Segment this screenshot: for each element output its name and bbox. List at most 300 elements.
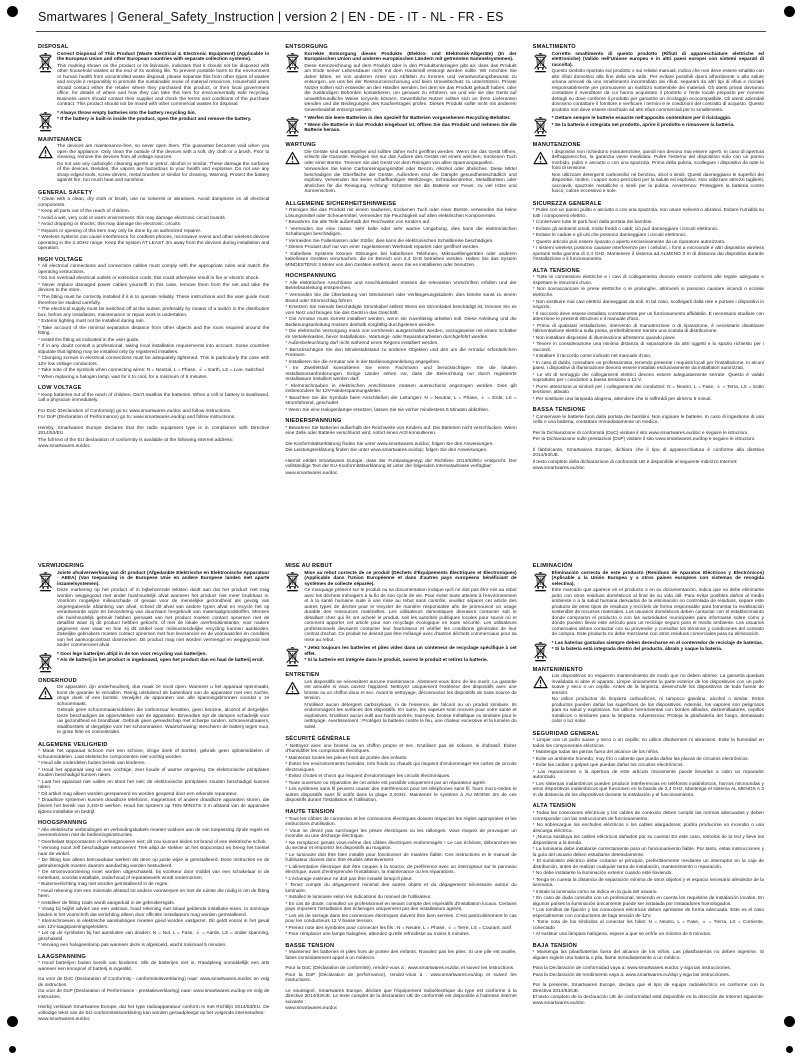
text-group <box>533 738 764 798</box>
text-group <box>38 426 269 450</box>
paragraph: Ga voor de DoP (Declaration of Performance - prestatieverklaring) naar: www.smartwares.eu/dop en volg de instructies. <box>38 989 270 1000</box>
warning-icon <box>533 674 548 689</box>
group-text <box>533 950 764 961</box>
section-heading: HAUTE TENSION <box>285 809 335 815</box>
group-text <box>533 448 764 472</box>
section-heading: BAJA TENSIÓN <box>532 942 578 949</box>
text-group <box>285 281 516 413</box>
section-doc-dop <box>285 966 516 984</box>
paragraph: The full text of the EU declaration of conformity is available at the following internet address: <box>38 437 234 443</box>
paragraph: * Take account of the minimal separation distance from other objects and the room required around the fitting. <box>38 325 270 337</box>
paragraph: * Wenn die Batterie in das Produkt eingebaut ist, öffnen Sie das Produkt und nehmen Sie die Batterie heraus. <box>304 122 517 134</box>
paragraph: Per la Dichiarazione sulle prestazioni (DoP) visitare il sito www.smartwares.eu/dop e seguire le istruzioni. <box>532 437 756 443</box>
paragraph: For DoC (Declaration of Conformity) go to: www.smartwares.eu/doc and follow instructions. <box>38 408 232 414</box>
group-text <box>304 150 516 196</box>
paragraph: * Vraag bij twijfel advies van een vakman, houd rekening met lokaal geldende installatie-eisen. In sommige landen is het voorschrift dat verlichting alleen door officiële installateurs mag worden geïnstalleerd. <box>38 907 270 918</box>
paragraph: * Im Zweifelsfall konsultieren Sie einen Fachmann und berücksichtigen Sie die lokalen Installationsanforderungen. Einige Länder sehen vor, dass die Beleuchtung nur durch registrierte Installateure installiert werden darf. <box>285 366 517 383</box>
warning-icon <box>285 680 300 695</box>
group-text <box>38 977 269 1000</box>
weee-icon <box>285 52 300 73</box>
language-block-nl <box>38 560 269 1028</box>
document-title: Smartwares | General_Safety_Instruction | version 2 | EN - DE - IT - NL - FR - ES <box>38 10 504 24</box>
paragraph: * Installieren Sie die Armatur wie in der Bedienungsanleitung angegeben. <box>285 359 441 365</box>
paragraph: * Houd alle onderdelen buiten bereik van kinderen. <box>38 761 146 767</box>
paragraph: Non utilizzare detergenti carbossilici né benzina, alcol o simili. Questi danneggiano le superfici dei dispositivi. Inoltre, i vapori sono pericolosi per la salute ed esplosivi. Non utilizzare attrezzi taglienti, cacciaviti, spazzole metalliche o simili per la pulizia. Avvertenza: Proteggere la batteria contro fuoco, calore eccessivo e sole. <box>551 172 764 195</box>
section-maintenance <box>285 142 516 196</box>
paragraph: * Los sistemas inalámbricos pueden producir interferencias en teléfonos inalámbricos, hornos microondas y otros dispositivos inalámbricos que funcionen en la banda de 2,4 GHz. Mantenga el sistema AL MENOS A 3 m de distancia de los dispositivos durante la instalación y el funcionamiento. <box>532 781 764 798</box>
paragraph: Por la presente, Smartwares Europe, declara que el tipo de equipo radioeléctrico es conforme con la Directiva 2014/53/UE. <box>532 983 764 994</box>
section-general-safety <box>285 736 516 804</box>
section-heading: NIEDERSPANNUNG <box>285 418 342 425</box>
weee-icon <box>533 116 548 137</box>
text-group <box>533 641 764 662</box>
weee-icon <box>38 52 53 73</box>
weee-icon <box>533 641 548 662</box>
paragraph: * Mantenga todas las piezas fuera del alcance de los niños. <box>532 750 660 756</box>
paragraph: * Maintenez toutes les pièces hors de portée des enfants. <box>285 755 408 761</box>
section-heading: SÉCURITÉ GÉNÉRALE <box>285 736 351 743</box>
text-group <box>533 950 764 961</box>
language-block-es <box>533 560 764 1028</box>
weee-icon <box>38 111 53 132</box>
text-group <box>38 393 269 404</box>
paragraph: * Let op de symbolen bij het aansluiten van draden: N = Nul, L = Fase, ⏚ = Aarde, LS = onder spanning, geschakeld <box>38 931 270 942</box>
text-group <box>533 275 764 402</box>
group-text <box>552 52 764 115</box>
text-group <box>533 571 764 639</box>
paragraph: * L'alimentation électrique doit être coupée à la source, de préférence avec un interrupteur sur le panneau électrique, avant d'entreprendre l'installation, la maintenance ou les réparations. <box>285 864 517 876</box>
paragraph: * Maak het apparaat schoon met een schone, droge doek of borstel, gebruik geen oplosmiddelen of schuurmiddelen. Laat elektrische componenten niet vochtig worden. <box>38 749 270 760</box>
section-heading: ELIMINACIÓN <box>532 563 573 569</box>
group-text <box>38 409 269 421</box>
paragraph: * Las baterías gastadas siempre deben desecharse en el contenedor de reciclaje de baterías. <box>551 640 764 646</box>
paragraph: Do not use any carboxylic cleaning agents or petrol, alcohol or similar. These damage the surfaces of the devices. Besides, the vapors are hazardous to your health and explosive. Do not use any sharp edged tools, screw drivers, metal brushes or similar for cleaning. Warning: Protect the battery against fire, too much heat and sunshine. <box>57 161 270 184</box>
section-heading: ENTSORGUNG <box>285 44 328 50</box>
paragraph: Los dispositivos no requieren mantenimiento de modo que no deben abrirse. La garantía quedará invalidada si abre el aparato. Limpie únicamente la parte exterior de los dispositivos con un paño suave y seco o un cepillo. Antes de la limpieza, desenchufe los dispositivos de toda fuente de tensión. <box>551 674 764 696</box>
group-text <box>38 197 269 252</box>
paragraph: * Tous les câbles de connexion et les connexions électriques doivent respecter les règles appropriées et les instructions d'utilisation. <box>285 816 517 828</box>
section-low-voltage <box>285 943 516 962</box>
section-high-voltage <box>38 820 269 949</box>
section-high-voltage <box>285 809 516 938</box>
text-group <box>285 680 516 732</box>
paragraph: * Die Armatur muss korrekt installiert werden, wenn sie zuverlässig arbeiten soll. Diese Anleitung und die Bedienungsanleitung müssen deshalb sorgfältig durchgelesen werden. <box>285 317 517 328</box>
language-block-fr <box>285 560 516 1028</box>
paragraph: * Si la batería está integrada dentro del producto, ábralo y saque la batería. <box>551 647 723 653</box>
paragraph: * Kabellose Systeme können Störungen bei kabellosen Telefonen, Mikrowellengeräten oder anderen kabellosen Geräten verursachen, die im Bereich von 2,4 GHz betrieben werden. Halten Sie das System MINDESTENS 3 Meter von den Geräten entfernt, wenn Sie es installieren oder benutzen. <box>285 251 517 268</box>
group-text <box>38 1005 269 1023</box>
section-heading: LAAGSPANNING <box>38 953 86 960</box>
section-high-voltage <box>533 268 764 402</box>
paragraph: * Install the fitting as indicated in the user guide. <box>38 337 140 343</box>
registration-mark <box>9 1046 16 1053</box>
paragraph: * Avoid a wet, very cold or warm environment; this may damage electronic circuit boards. <box>38 215 227 221</box>
section-general-safety <box>38 742 269 815</box>
text-group <box>38 828 269 949</box>
group-text <box>552 150 764 196</box>
text-group <box>38 264 269 380</box>
section-declaration <box>533 983 764 1006</box>
paragraph: Eliminación correcta de este producto (Residuos de Aparatos Eléctricos y Electrónicos) (Aplicable a la Unión Europea y a otros países europeos con sistemas de recogida selectiva). <box>551 570 764 587</box>
text-group <box>533 674 764 726</box>
group-text <box>285 459 516 477</box>
section-heading: MANTENIMIENTO <box>532 666 584 673</box>
paragraph: * Clean with a clean, dry cloth or brush, use no solvents or abrasives. Avoid dampness on all electrical components. <box>38 197 270 208</box>
group-text <box>285 281 516 413</box>
paragraph: Questo simbolo riportato sul prodotto o sui relativi manuali, indica che non deve essere smaltito con altri rifiuti domestici alla fine della vita utile. Per evitare possibili danni all'ambiente o alla salute umana arrecati da uno smaltimento incontrollato dei rifiuti, separarli da altri tipi di rifiuti e riciclarli responsabilmente per promuovere un riutilizzo sostenibile dei materiali. Gli utenti privati dovranno contattare il rivenditore da cui hanno acquistato il prodotto o l'ente locale preposto per ricevere dettagli su dove conferire il prodotto per garantire un riciclaggio ecocompatibile. Gli utenti aziendali dovranno contattare il fornitore e verificare i termini e le condizioni del contratto di acquisto. Questo prodotto non deve essere mischiato ad altri rifiuti commerciali per lo smaltimento. <box>551 69 764 113</box>
paragraph: * Installeer de fitting zoals wordt aangeduid in de gebruikersgids. <box>38 900 176 906</box>
language-block-it <box>533 41 764 538</box>
text-group <box>285 442 516 454</box>
paragraph: * Tenere in considerazione una minima distanza di separazione da altri oggetti e lo spazio richiesto per i raccordi. <box>532 342 764 353</box>
paragraph: * Non sovraccaricare le prese elettriche o le prolunghe, altrimenti si possono causare incendi o scosse elettriche. <box>532 287 764 298</box>
paragraph: * Le viti di serraggio dei collegamenti elettrici devono essere adeguatamente serrate. Questo è valido soprattutto per i conduttori a bassa tensione a 12 V. <box>532 372 764 384</box>
paragraph: * ¡Nunca sustituya los cables eléctricos dañados por su cuenta! En este caso, retírelos de la red y lleve los dispositivos a la tienda. <box>532 835 764 846</box>
registration-mark <box>784 1016 795 1027</box>
paragraph: * Instale la luminaria como se indica en la guía del usuario. <box>532 889 658 895</box>
paragraph: * Ne remplacez jamais vous-même des câbles électriques endommagés ! Le cas échéant, débranchez-les du secteur et emportez les dispositifs au magasin. <box>285 840 517 852</box>
paragraph: * Les systèmes sans fil peuvent causer des interférences pour les téléphones sans fil, fours micro-ondes et autres dispositifs sans fil actifs dans la plage 2,4GHz. Maintenez le système à AU MOINS 3m de ces dispositifs durant l'installation et l'utilisation. <box>285 787 517 804</box>
paragraph: * Nettoyez avec une brosse ou un chiffon propre et sec. N'utilisez pas de solvant, ni d'abrasif. Évitez d'humidifier les composants électriques. <box>285 743 517 755</box>
text-group <box>285 116 516 137</box>
section-disposal <box>285 44 516 137</box>
paragraph: * Draadloze systemen kunnen draadloze telefoons, magnetrons of andere draadloze apparaten storen, die binnen het bereik van 2,4GHz werken. Houd het systeem op TEN MINSTE 3 m afstand van de apparaten tijdens installatie en bedrijf. <box>38 798 270 815</box>
paragraph: * Conservare le batterie fuori dalla portata dei bambini. Non ingoiare le batterie. In caso di ingestione di una cella o una batteria, contattare immediatamente un medico. <box>532 414 764 426</box>
paragraph: For DoP (Declaration of Performance) go to: www.smartwares.eu/dop and follow instructions. <box>38 415 236 421</box>
paragraph: Ce marquage présent sur le produit ou sa documentation indique qu'il ne doit pas être mis au rebut avec les déchets ménagers à la fin de son cycle de vie. Pour éviter toute atteinte à l'environnement et à la santé humaine suite à une mise au rebut sans contrôle, veuillez séparer cet article des autres types de déchet pour le recycler de manière responsable afin de promouvoir un usage durable des ressources matérielles. Les utilisateurs domestiques devraient contacter soit le détaillant chez qui ils ont acheté le produit, soit les autorités publiques locales pour savoir où et comment apporter cet article pour son recyclage écologique en toute sécurité. Les utilisateurs professionnels devraient contacter leur fournisseur et vérifier les conditions générales de leur contrat d'achat. Ce produit ne devrait pas être mélangé avec d'autres déchets commerciaux pour sa mise au rebut. <box>304 588 517 643</box>
paragraph: * Wenn Sie eine Halogenlampe ersetzen, lassen Sie sie vorher mindestens 5 Minuten abkühlen. <box>285 407 490 413</box>
text-group <box>533 966 764 978</box>
paragraph: El texto completo de la declaración UE de conformidad está disponible en la dirección de Internet siguiente: www.smartwares.eu/doc <box>532 995 764 1006</box>
paragraph: Deze markering op het product of in bijbehorende teksten duidt aan dat het product niet mag worden weggegooid met ander huishoudelijk afval wanneer het product niet meer bruikbaar is. Voorkom mogelijke milieuschade of gevaar voor de menselijke gezondheid als gevolg van ongereguleerde afdanking van afval, scheid dit afval van andere typen afval en recycle het op verantwoorde wijze ter bevordering van duurzaam hergebruik van materiaalgrondstoffen. Mensen die huishoudelijk gebruik hebben gemaakt van het product moeten contact opnemen met de detaillist waar zij dit product hebben gekocht, of met de lokale overheidsinstantie, voor nadere gegevens over waar en hoe zij dit artikel voor milieuvriendelijke recycling kunnen aanbieden. Zakelijke gebruikers moeten contact opnemen met hun leverancier en de voorwaarden en condities van het aankoopcontract doornemen. Dit product mag niet worden vermengd en weggegooid met ander commercieel afval. <box>57 588 270 649</box>
language-block-en <box>38 41 269 538</box>
paragraph: * Prima di qualsiasi installazione, intervento di manutenzione o di riparazione, è necessario disattivare l'alimentazione elettrica sulla presa, preferibilmente tramite una scatola di distribuzione. <box>532 323 764 335</box>
group-text <box>533 983 764 1006</box>
paragraph: * Never replace damaged power cables yourself! In this case, remove them from the net and take the devices to the store. <box>38 282 270 294</box>
group-text <box>57 652 269 665</box>
registration-mark <box>786 1046 793 1053</box>
paragraph: * Conservare tutte le parti fuori dalla portata dei bambini. <box>532 220 653 226</box>
text-group <box>38 111 269 132</box>
section-declaration <box>533 448 764 472</box>
group-text <box>57 52 269 109</box>
paragraph: Corretto smaltimento di questo prodotto (Rifiuti di apparecchiature elettriche ed elettroniche) (Valido nell'Unione europea e in altri paesi europei con sistemi separati di raccolta). <box>551 51 764 68</box>
paragraph: * Vous ne devez pas surcharger les prises électriques ou les rallonges. Vous risquez de provoquer un incendie ou une décharge électrique. <box>285 828 517 840</box>
paragraph: * Los tornillos de fijación y las conexiones eléctricas deben apretarse de forma adecuada. Este es el caso especialmente con conductores de baja tensión de 12V. <box>532 908 764 919</box>
paragraph: * Klemschroeven in elektrische aansluitingen moeten goed worden vastgezet. Dit geldt vooral in het geval van 12V-laagspanningsgeleiders. <box>38 919 270 930</box>
group-text <box>38 264 269 380</box>
weee-icon <box>285 571 300 592</box>
weee-icon <box>38 571 53 592</box>
group-text <box>533 431 764 443</box>
section-declaration <box>38 1005 269 1023</box>
text-group <box>285 52 516 115</box>
paragraph: * In caso di dubbi, consultare un professionista, tenendo presente i requisiti locali per l'installazione. In alcuni paesi, i dispositivi di illuminazione devono essere installati esclusivamente da installatori autorizzati. <box>532 360 764 372</box>
paragraph: Diese Kennzeichnung auf dem Produkt oder in den Produktunterlagen gibt an, dass das Produkt am Ende seiner Lebensdauer nicht mit dem Hausmüll entsorgt werden sollte. Wir möchten Sie daher bitten, es von anderen Arten von Abfällen zu trennen und verantwortungsbewusst zu entsorgen, um uns bei der Ressourcenschonung und beim Umweltschutz zu unterstützen. Private Nutzer sollten sich entweder an den Händler wenden, bei dem sie das Produkt gekauft haben, oder die zuständigen Behörden kontaktieren, um genauer zu erfahren, wo und wie sie das Gerät auf umweltfreundliche Weise recyceln können. Gewerbliche Nutzer sollten sich an ihren Lieferanten wenden und die Bedingungen des Kaufvertrages prüfen. Dieses Produkt sollte nicht mit anderem Gewerbeabfall entsorgt werden. <box>304 63 517 113</box>
group-text <box>285 817 516 938</box>
registration-mark <box>7 1016 18 1027</box>
paragraph: * Porre attenzione ai simboli per i collegamenti dei conduttori: N = Neutro, L = Fase, ⏚ = Terra, LS = Sotto tensione, attivato <box>532 384 764 396</box>
section-heading: ALLGEMEINE SICHERHEITSHINWEISE <box>285 200 397 207</box>
paragraph: * Installez le luminaire selon les indications du manuel de l'utilisateur. <box>285 895 432 901</box>
text-group <box>533 811 764 938</box>
paragraph: * I sistemi wireless possono causare interferenze per i cellulari, i forni a microonde e altri dispositivi wireless operanti nella gamma di 2,4 GHz. Mantenere il sistema ad ALMENO 3 m di distanza dai dispositivi durante l'installazione e il funzionamento. <box>532 246 764 263</box>
section-maintenance <box>533 667 764 726</box>
text-group <box>285 150 516 196</box>
paragraph: www.smartwares.eu/doc <box>38 444 90 450</box>
group-text <box>304 571 516 645</box>
section-heading: HIGH VOLTAGE <box>38 256 83 263</box>
paragraph: * If in any doubt consult a professional, taking local installation requirements into account. Some countries stipulate that lighting may be installed only by registered installers. <box>38 344 270 355</box>
text-group <box>38 685 269 737</box>
paragraph: Ga voor de DoC (Declaration of Conformity - conformiteitsverklaring) naar: www.smartwares.eu/doc en volg de instructies. <box>38 977 270 988</box>
paragraph: * Bewahren Sie Batterien außerhalb der Reichweite von Kindern auf. Die Batterien nicht verschlucken. Wenn eine Zelle oder Batterie verschluckt wird, sofort einen Arzt konsultieren. <box>285 425 517 437</box>
group-text <box>304 680 516 732</box>
section-low-voltage <box>38 385 269 404</box>
group-text <box>552 674 764 726</box>
section-declaration <box>38 426 269 450</box>
paragraph: * Las reparaciones o la apertura de este artículo únicamente puede llevarlas a cabo un reparador autorizado. <box>532 769 764 781</box>
paragraph: Per la Dichiarazione di conformità (DoC) visitare il sito www.smartwares.eu/doc e seguire le istruzioni. <box>532 430 749 436</box>
section-heading: ALTA TENSIÓN <box>532 803 576 810</box>
paragraph: This marking shown on the product or its literature, indicates that it should not be disposed with other household wastes at the end of its working life. To prevent possible harm to the environment or human health from uncontrolled waste disposal, please separate this from other types of wastes and recycle it responsibly to promote the sustainable reuse of material resources. Household users should contact either the retailer where they purchased this product, or their local government office, for details of where and how they can take this item for environmentally safe recycling. Business users should contact their supplier and check the terms and conditions of the purchase contract. This product should not be mixed with other commercial wastes for disposal. <box>57 63 270 108</box>
text-group <box>38 977 269 1000</box>
paragraph: * Houd rekening met een minimale afstand tot andere voorwerpen en met de ruimte die nodig is om de fitting heen. <box>38 888 270 900</box>
paragraph: Les dispositifs ne nécessitent aucune maintenance. Abstenez-vous donc de les ouvrir. La garantie est annulée si vous ouvrez l'appareil. Nettoyez uniquement l'extérieur des dispositifs avec une brosse ou un chiffon doux et sec. Avant le nettoyage, déconnectez les dispositifs de toute source de tension. <box>304 679 517 702</box>
group-text <box>533 811 764 938</box>
text-group <box>38 961 269 972</box>
text-group <box>285 571 516 645</box>
paragraph: * Gettare sempre le batterie esaurite nell'apposito contenitore per il riciclaggio. <box>551 116 732 122</box>
paragraph: * Tutte le connessioni elettriche e i cavi di collegamento devono essere conformi alle regole adeguate e rispettare le istruzioni d'uso. <box>532 275 764 286</box>
paragraph: * Maintenez les batteries et piles hors de portée des enfants. N'avalez pas les piles. Si une pile est avalée, faites immédiatement appel à un médecin. <box>285 950 517 961</box>
paragraph: * The electrical supply must be switched off at the outset, preferably by means of a switch in the distribution box, before any installation, maintenance or repair work is undertaken. <box>38 307 270 318</box>
section-heading: GENERAL SAFETY <box>38 189 93 196</box>
section-heading: VERWIJDERING <box>38 563 85 569</box>
paragraph: * When replacing a halogen lamp, wait for it to cool, for a minimum of 5 minutes. <box>38 374 208 380</box>
paragraph: * Si la batterie est intégrée dans le produit, ouvrez le produit et retirez la batterie. <box>304 658 488 664</box>
paragraph: * Bewahren Sie alle Teile außerhalb der Reichweite von Kindern auf. <box>285 220 431 226</box>
section-disposal <box>533 563 764 662</box>
paragraph: * Non sostituire mai cavi elettrici danneggiati da soli. In tal caso, scollegarli dalla rete e portare i dispositivi in negozio. <box>532 299 764 311</box>
paragraph: * Laat het apparaat niet vallen en stoot het niet; de elektronische printplaten zouden beschadigd kunnen raken. <box>38 779 270 791</box>
paragraph: * Tenez compte du dégagement minimal des autres objets et du dégagement nécessaire autour du luminaire. <box>285 883 517 894</box>
section-doc-dop <box>533 431 764 443</box>
group-text <box>57 144 269 185</box>
section-maintenance <box>285 672 516 731</box>
section-heading: WARTUNG <box>285 142 316 149</box>
text-group <box>285 646 516 667</box>
paragraph: * Dieses Produkt darf nur von einer zugelassenen Werkstatt repariert oder geöffnet werden. <box>285 245 480 251</box>
paragraph: * Il raccordo deve essere installato correttamente per un funzionamento affidabile. È necessario studiare con attenzione le presenti istruzioni e il manuale d'uso. <box>532 311 764 323</box>
paragraph: www.smartwares.eu/doc <box>532 466 585 472</box>
group-text <box>57 571 269 650</box>
paragraph: * Evite las caídas o golpes que puedan dañar los circuitos electrónicos. <box>532 763 684 769</box>
paragraph: * Houd het apparaat weg uit een vochtige, zeer koude of warme omgeving. De elektronische printplaten zouden beschadigd kunnen raken. <box>38 767 270 779</box>
text-group <box>38 1005 269 1023</box>
paragraph: * Beachten Sie die Symbole beim Anschließen der Leitungen: N = Neutral, L = Phase, ⏚ = Erde, LS = stromführend, geschaltet <box>285 395 517 407</box>
group-text <box>304 52 516 115</box>
group-text <box>552 571 764 639</box>
paragraph: * If the battery is built-in inside the product, open the product and remove the battery. <box>57 117 252 123</box>
weee-icon <box>38 652 53 673</box>
section-heading: ALGEMENE VEILIGHEID <box>38 741 108 748</box>
group-text <box>38 426 269 450</box>
section-high-voltage <box>533 803 764 937</box>
section-heading: ENTRETIEN <box>285 672 320 679</box>
text-group <box>285 744 516 804</box>
paragraph: Hereby, Smartwares Europe declares that the radio equipment type is in compliance with Directive 2014/53/EU. <box>38 425 270 437</box>
registration-mark <box>7 6 18 17</box>
paragraph: * Questo articolo può essere riparato o aperto esclusivamente da un riparatore autorizzato. <box>532 239 726 245</box>
content-grid <box>0 32 802 1028</box>
group-text <box>552 116 764 129</box>
paragraph: Gebruik geen schoonmaakmiddelen die carbonzuur bevatten, geen benzine, alcohol of dergelijke. Deze beschadigen de oppervlakken van de apparaten. Bovendien zijn de dampen schadelijk voor uw gezondheid en brandbaar. Gebruik geen gereedschap met scherpe randen, schroevendraaiers, staalborstels of dergelijke voor het schoonmaken. Waarschuwing: Bescherm de batterij tegen vuur, te grote hitte en zonnestralen. <box>57 708 270 736</box>
group-text <box>285 950 516 961</box>
section-general-safety <box>285 201 516 269</box>
paragraph: * Do not overload electrical outlets or extension cords; this could otherwise result in fire or electric shock. <box>38 276 260 282</box>
section-heading: MISE AU REBUT <box>285 563 333 569</box>
paragraph: * Evitare gli ambienti umidi, molto freddi o caldi; ciò può danneggiare i circuiti elettronici. <box>532 226 719 232</box>
paragraph: Pour la DoC (Déclaration de conformité), rendez-vous à : www.smartwares.eu/doc et suivez les instructions. <box>285 966 515 972</box>
paragraph: * Vervang een halogeenlamp pas wanneer deze is afgekoeld, wacht minimaal 5 minuten. <box>38 943 227 949</box>
paragraph: * Vervang nooit zelf beschadigde netsnoeren! Trek altijd de stekker uit het stopcontact en breng het toestel naar de winkel. <box>38 846 270 857</box>
text-group <box>285 208 516 268</box>
paragraph: Korrekte Entsorgung dieses Produkts (Elektro- und Elektronik-Altgeräte) (In der Europäischen Union und anderen europäischen Ländern mit getrennten Sammelsystemen). <box>304 51 517 63</box>
section-disposal <box>285 563 516 667</box>
paragraph: www.smartwares.eu/doc <box>38 1017 90 1023</box>
section-general-safety <box>533 201 764 263</box>
text-group <box>533 415 764 426</box>
group-text <box>304 116 516 135</box>
section-disposal <box>38 563 269 673</box>
text-group <box>38 749 269 815</box>
section-heading: LOW VOLTAGE <box>38 385 82 392</box>
section-declaration <box>285 989 516 1012</box>
text-group <box>38 409 269 421</box>
paragraph: * Gooi lege batterijen altijd in de ton voor recycling van batterijen. <box>57 651 207 657</box>
text-group <box>533 52 764 115</box>
text-group <box>285 989 516 1012</box>
language-block-de <box>285 41 516 538</box>
paragraph: * Évitez chutes et chocs qui risquent d'endommager les circuits électroniques. <box>285 774 451 780</box>
paragraph: Verwenden Sie keine Carbonreinigungsmittel oder Benzin, Alkohol oder ähnliches. Diese Mittel beschädigen die Oberfläche der Geräte. Außerdem sind die Dämpfe gesundheitsschädlich und explosiv. Verwenden Sie keine scharfkantigen Werkzeuge, Schraubendreher, Metallbürsten oder ähnliches für die Reinigung. Achtung: Schützen Sie die Batterie vor Feuer, zu viel Hitze und Sonnenschein. <box>304 167 517 195</box>
paragraph: * Pour remplacer une lampe halogène, attendez qu'elle refroidisse au moins 5 minutes. <box>285 932 470 938</box>
paragraph: * Avoid dropping or shocks; this may damage the electronic circuits. <box>38 222 182 228</box>
text-group <box>533 431 764 443</box>
paragraph: Die Leistungserklärung finden Sie unter www.smartwares.eu/dop; folgen Sie den Anweisungen. <box>285 448 488 454</box>
paragraph: * Le luminaire doit être bien installé pour fonctionner de manière fiable. Ces instructions et le manuel de l'utilisateur doivent donc être étudiés attentivement. <box>285 852 517 864</box>
group-text <box>285 426 516 437</box>
section-disposal <box>38 44 269 132</box>
paragraph: * Les vis de serrage dans les connexions électriques doivent être bien serrées. C'est particulièrement le cas pour les conducteurs 12 V basse tension. <box>285 913 517 925</box>
section-heading: BASSA TENSIONE <box>532 407 586 414</box>
group-text <box>285 208 516 268</box>
paragraph: * Keep batteries out of the reach of children. Don't swallow the batteries. When a cell or battery is swallowed, call a physician immediately. <box>38 392 270 404</box>
paragraph: * Alle elektrischen Anschlüsse und Anschlusskabel müssen die relevanten Vorschriften erfüllen und der Betriebsanleitung entsprechen. <box>285 280 517 292</box>
text-group <box>533 448 764 472</box>
group-text <box>533 275 764 402</box>
paragraph: * Al sustituir una lámpara halógena, espere a que se enfríe un mínimo de 5 minutos. <box>532 932 712 938</box>
text-group <box>533 116 764 137</box>
warning-icon <box>38 685 53 700</box>
text-group <box>38 652 269 673</box>
weee-icon <box>533 571 548 592</box>
paragraph: Para la Declaración de conformidad vaya a: www.smartwares.eu/doc y siga las instrucciones. <box>532 966 732 972</box>
weee-icon <box>285 116 300 137</box>
section-heading: MAINTENANCE <box>38 136 83 143</box>
text-group <box>533 208 764 263</box>
paragraph: * Keep all parts out of the reach of children. <box>38 209 130 215</box>
text-group <box>285 426 516 437</box>
text-group <box>533 150 764 196</box>
paragraph: * Außenbeleuchtung darf nicht während eines Regens installiert werden. <box>285 341 439 347</box>
paragraph: * L'éclairage extérieur ne doit pas être installé lorsqu'il pleut. <box>285 876 413 882</box>
paragraph: * Evite un ambiente húmedo, muy frío o caliente que pueda dañar las placas de circuitos electrónicos. <box>532 756 749 762</box>
section-high-voltage <box>285 273 516 413</box>
paragraph: * Per sostituire una lampada alogena, attendere che si raffreddi per almeno 5 minuti. <box>532 396 712 402</box>
paragraph: * Overbelast stopcontacten of verlengsnoeren niet; dit zou kunnen leiden tot brand of een elektrische schok. <box>38 839 267 845</box>
section-low-voltage <box>285 418 516 437</box>
section-heading: ONDERHOUD <box>38 677 77 684</box>
section-heading: DISPOSAL <box>38 44 69 50</box>
paragraph: * Vermeiden Sie Fallenlassen oder Stöße; dies kann die elektronischen Schaltkreise beschädigen. <box>285 238 494 244</box>
paragraph: * Houd batterijen buiten bereik van kinderen. Slik de batterijen niet in. Raadpleeg onmiddellijk een arts wanneer een knoopcel of batterij is ingeslikt. <box>38 961 270 972</box>
paragraph: Pour la DoP (Déclaration de performance), rendez-vous à : www.smartwares.eu/dop et suivez les instructions. <box>285 972 517 984</box>
paragraph: Hierbij verklaart Smartwares Europe, dat het type radioapparatuur conform is met Richtlijn 2014/53/EU. De volledige tekst van de EU-conformiteitsverklaring kan worden geraadpleegd op het volgende internetadres: <box>38 1005 270 1016</box>
paragraph: * Pulire con un panno pulito e asciutto o con una spazzola, non usare solventi o abrasivi. Evitare l'umidità su tutti i componenti elettrici. <box>532 208 764 219</box>
text-group <box>38 52 269 109</box>
group-text <box>38 749 269 815</box>
paragraph: * Non installare dispositivi di illuminazione all'esterno quando piove. <box>532 335 676 341</box>
paragraph: * Toute ouverture ou réparation de cet article est possible uniquement par un réparateur agréé. <box>285 780 487 786</box>
text-group <box>38 144 269 185</box>
paragraph: * De fitting kan alleen betrouwbaar werken als deze op juiste wijze is geïnstalleerd. Deze instructies en de gebruikersgids moeten daarom aandachtig worden bestudeerd. <box>38 858 270 869</box>
paragraph: * Wireless systems can cause interference for cordless phones, microwave ovens and other wireless devices operating in the 2.4GHz range. Keep the system AT LEAST 3m away from the devices during installation and operation. <box>38 235 270 252</box>
section-maintenance <box>38 137 269 185</box>
paragraph: Il fabbricante, Smartwares Europe, dichiara che il tipo di apparecchiatura è conforme alla direttiva 2014/53/UE. <box>532 447 764 459</box>
paragraph: * Évitez les environnements humides, très froids ou chauds qui risquent d'endommager les cartes de circuits électroniques. <box>285 762 517 773</box>
section-heading: BASSE TENSION <box>285 942 335 949</box>
paragraph: * De stroomvoorziening moet worden uitgeschakeld, bij voorkeur door middel van een schakelaar in de meterkast, voordat installatie, onderhoud of reparatiewerk wordt ondernomen. <box>38 870 270 881</box>
paragraph: * El suministro eléctrico debe cortarse al principio, preferiblemente mediante un interruptor en la caja de distribución, antes de realizar cualquier tarea de instalación, mantenimiento o reparación. <box>532 859 764 870</box>
section-doc-dop <box>285 442 516 454</box>
group-text <box>533 738 764 798</box>
paragraph: * Reinigen Sie das Produkt mit einem sauberen, trockenen Tuch oder einer Bürste, verwenden Sie keine Lösungsmittel oder Scheuermittel. Vermeiden Sie Feuchtigkeit auf allen elektrischen Komponenten. <box>285 208 517 219</box>
paragraph: N'utilisez aucun détergent carboxylique, ni de l'essence, de l'alcool ou un produit similaire. Ils endommagent les surfaces des dispositifs. En outre, les vapeurs sont nocives pour votre santé et explosives. N'utilisez aucun outil aux bords acérés, tournevis, brosse métallique ou similaire pour le nettoyage. Avertissement : Protégez la batterie contre le feu, une chaleur excessive et la lumière du soleil. <box>304 702 517 730</box>
paragraph: * Vermeiden Sie eine nasse, sehr kalte oder sehr warme Umgebung, dies kann die elektronischen Schaltungen beschädigen. <box>285 226 517 238</box>
paragraph: * Clamping screws in electrical connections must be adequately tightened. This is particularly the case with 12V low voltage conductors. <box>38 356 270 367</box>
text-group <box>38 571 269 650</box>
paragraph: * Mantenga las pilas/baterías fuera del alcance de los niños. Las pilas/baterías no deben ingerirse. Si alguien ingiere una batería o pila, llame inmediatamente a un médico. <box>532 950 764 961</box>
paragraph: Juiste afvalverwerking van dit product (Afgedankte Elektrische en Elektronische Apparatuur - AEEA) (Van toepassing in de Europese Unie en andere Europese landen met aparte inzamelsystemen). <box>57 570 270 587</box>
paragraph: * Dit artikel mag alleen worden gerepareerd en worden geopend door een erkende reparateur. <box>38 791 238 797</box>
section-heading: ALTA TENSIONE <box>532 267 580 274</box>
group-text <box>38 961 269 972</box>
section-disposal <box>533 44 764 137</box>
document-header <box>36 0 766 32</box>
section-low-voltage <box>38 954 269 973</box>
paragraph: * Als de batterij in het product is ingebouwd, open het product dan en haal de batterij eruit. <box>57 658 264 664</box>
paragraph: * Se la batteria è integrata nel prodotto, aprire il prodotto e rimuovere la batteria. <box>551 122 735 128</box>
paragraph: * Berücksichtigen Sie den Mindestabstand zu anderen Objekten und den um die Armatur erforderlichen Freiraum. <box>285 347 517 359</box>
paragraph: * Always throw empty batteries into the battery recycling bin. <box>57 110 196 116</box>
paragraph: * Jetez toujours les batteries et piles vides dans un conteneur de recyclage spécifique à cet effet. <box>304 646 517 657</box>
group-text <box>533 208 764 263</box>
section-heading: HOOGSPANNING <box>38 820 88 827</box>
text-group <box>285 950 516 961</box>
paragraph: * En caso de duda consulte con un profesional, teniendo en cuenta los requisitos de instalación locales. En algunos países la iluminación únicamente puede ser instalada por instaladores homologados. <box>532 896 764 907</box>
